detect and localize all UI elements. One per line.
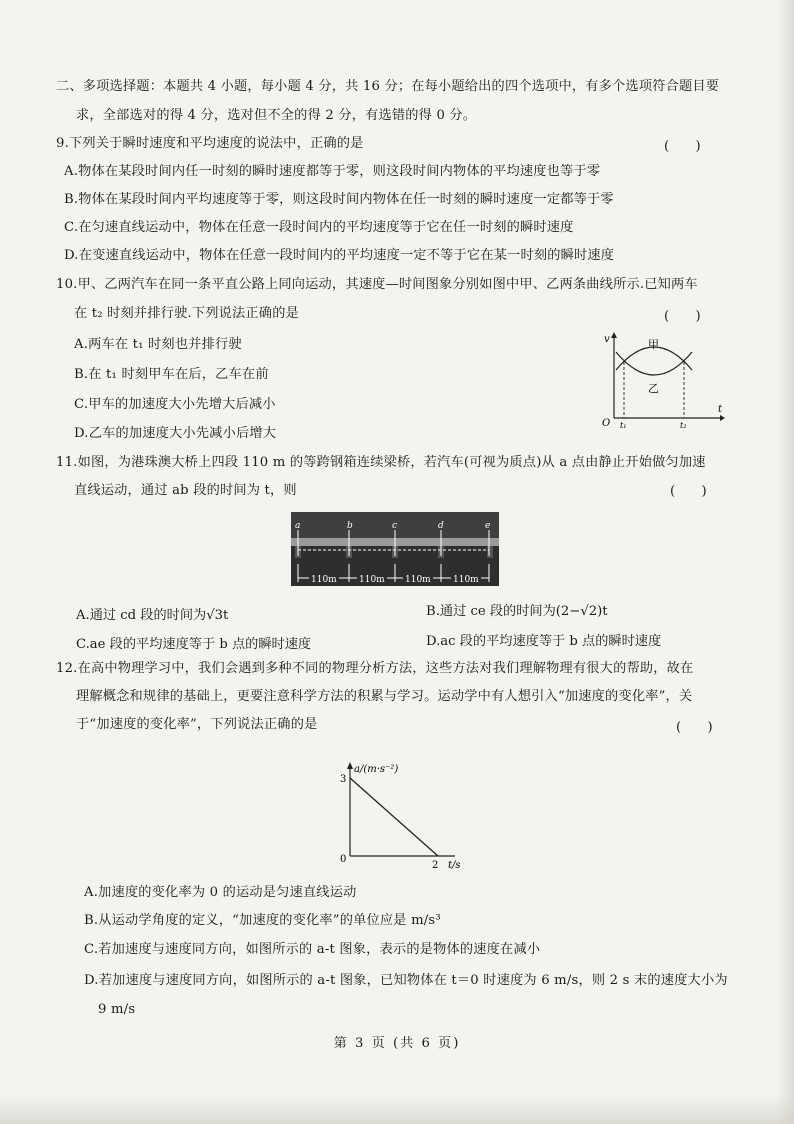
q11-option-c: C.ae 段的平均速度等于 b 点的瞬时速度 [76, 637, 312, 652]
q11-bridge-figure [291, 512, 499, 586]
q12-option-d: D.若加速度与速度同方向，如图所示的 a-t 图象，已知物体在 t＝0 时速度为 6 m/s，则 2 s 末的速度大小为 [84, 973, 728, 988]
q10-v-label: v [604, 334, 610, 345]
q12-option-c: C.若加速度与速度同方向，如图所示的 a-t 图象，表示的是物体的速度在减小 [84, 942, 541, 957]
bridge-point-b: b [347, 521, 353, 531]
q9-stem: 9.下列关于瞬时速度和平均速度的说法中，正确的是 [56, 136, 364, 151]
q12-origin-label: 0 [340, 854, 347, 865]
q11-option-d: D.ac 段的平均速度等于 b 点的瞬时速度 [426, 634, 662, 649]
q10-answer-paren: ( ) [664, 309, 701, 324]
q12-option-a: A.加速度的变化率为 0 的运动是匀速直线运动 [84, 885, 357, 900]
bridge-span-label-1: 110m [311, 575, 337, 585]
q10-option-c: C.甲车的加速度大小先增大后减小 [74, 397, 276, 412]
q12-stem-line1: 12.在高中物理学习中，我们会遇到多种不同的物理分析方法，这些方法对我们理解物理有很大的帮助，故在 [56, 661, 694, 676]
bridge-span-label-3: 110m [405, 575, 431, 585]
section-header-line1: 二、多项选择题：本题共 4 小题，每小题 4 分，共 16 分；在每小题给出的四个选项中，有多个选项符合题目要 [56, 79, 720, 94]
bridge-point-e: e [485, 521, 491, 531]
bridge-point-d: d [438, 521, 444, 531]
q11-stem-line2: 直线运动，通过 ab 段的时间为 t，则 [74, 483, 297, 498]
q9-option-b: B.物体在某段时间内平均速度等于零，则这段时间内物体在任一时刻的瞬时速度一定都等于零 [64, 192, 614, 207]
q10-vt-graph [596, 330, 726, 430]
bridge-point-c: c [392, 521, 398, 531]
section-header-line2: 求，全部选对的得 4 分，选对但不全的得 2 分，有选错的得 0 分。 [76, 108, 477, 123]
q12-option-d-cont: 9 m/s [98, 1002, 136, 1017]
q11-option-a: A.通过 cd 段的时间为√3t [76, 608, 229, 623]
q11-stem-line1: 11.如图，为港珠澳大桥上四段 110 m 的等跨钢箱连续梁桥，若汽车(可视为质点)从 a 点由静止开始做匀加速 [56, 455, 706, 470]
q12-ylabel: a/(m·s⁻²) [354, 764, 399, 775]
page-number-footer: 第 3 页 (共 6 页) [333, 1036, 461, 1051]
q12-xlabel: t/s [448, 860, 461, 871]
scan-shadow-bottom [0, 1096, 794, 1124]
q10-t2-label: t₂ [680, 421, 687, 430]
q12-at-line [350, 778, 438, 856]
bridge-span-label-2: 110m [359, 575, 385, 585]
q10-t-label: t [718, 404, 723, 415]
q12-stem-line2: 理解概念和规律的基础上，更要注意科学方法的积累与学习。运动学中有人想引入“加速度的变化率”，关 [76, 689, 693, 704]
scan-shadow-right [776, 0, 794, 1124]
q11-option-b: B.通过 ce 段的时间为(2−√2)t [426, 604, 608, 619]
q12-option-b: B.从运动学角度的定义，“加速度的变化率”的单位应是 m/s³ [84, 913, 441, 928]
q12-at-graph [330, 752, 470, 874]
q9-option-c: C.在匀速直线运动中，物体在任意一段时间内的平均速度等于它在任一时刻的瞬时速度 [64, 220, 574, 235]
q10-option-d: D.乙车的加速度大小先减小后增大 [74, 426, 277, 441]
q10-t-axis-arrow [720, 415, 725, 421]
q10-yi-label: 乙 [648, 382, 659, 395]
q10-option-a: A.两车在 t₁ 时刻也并排行驶 [74, 337, 242, 352]
q10-stem-line1: 10.甲、乙两汽车在同一条平直公路上同向运动，其速度—时间图象分别如图中甲、乙两条曲线所示.已知两车 [56, 277, 698, 292]
q10-curve-yi [616, 352, 692, 375]
q10-jia-label: 甲 [648, 338, 659, 351]
q10-v-axis-arrow [611, 332, 617, 338]
q10-stem-line2: 在 t₂ 时刻并排行驶.下列说法正确的是 [74, 306, 299, 321]
q10-t1-label: t₁ [620, 421, 627, 430]
q10-origin-label: O [602, 418, 611, 429]
q12-x-tick-2: 2 [432, 860, 439, 871]
bridge-span-label-4: 110m [453, 575, 479, 585]
q12-a-axis-arrow [347, 762, 353, 769]
q10-option-b: B.在 t₁ 时刻甲车在后，乙车在前 [74, 367, 269, 382]
q12-stem-line3: 于“加速度的变化率”，下列说法正确的是 [76, 717, 318, 732]
q9-option-a: A.物体在某段时间内任一时刻的瞬时速度都等于零，则这段时间内物体的平均速度也等于零 [64, 164, 601, 179]
q12-y-tick-3: 3 [340, 774, 347, 785]
q12-answer-paren: ( ) [676, 720, 713, 735]
q9-answer-paren: ( ) [664, 139, 701, 154]
q11-answer-paren: ( ) [670, 484, 707, 499]
q9-option-d: D.在变速直线运动中，物体在任意一段时间内的平均速度一定不等于它在某一时刻的瞬时速度 [64, 248, 615, 263]
bridge-point-a: a [295, 521, 301, 531]
